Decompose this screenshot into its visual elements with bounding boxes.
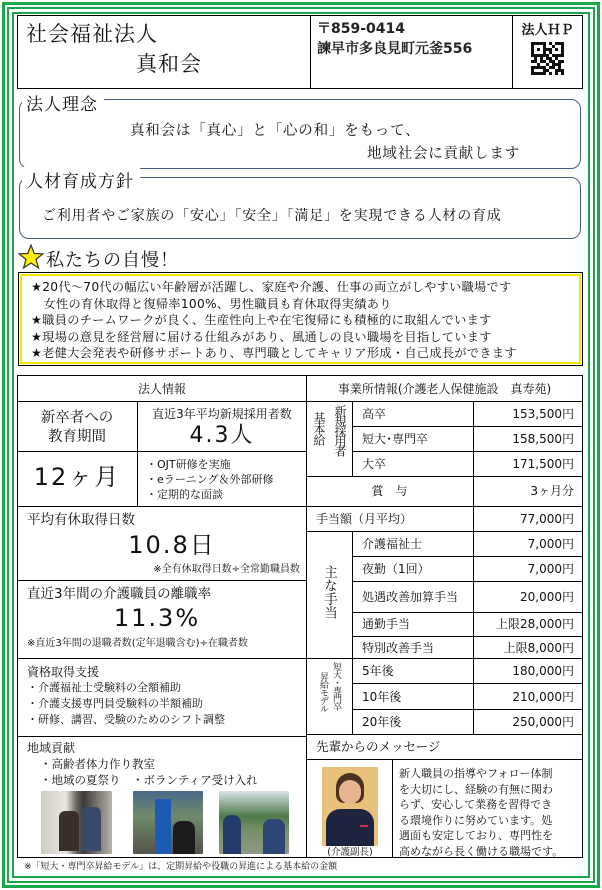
new-hire-label: 新規採用者 bbox=[333, 405, 347, 455]
message-line: 高めながら長く働ける職場です。 bbox=[399, 844, 564, 858]
paid-leave-label: 平均有休取得日数 bbox=[27, 512, 135, 528]
base-salary-label: 基本給 bbox=[312, 412, 326, 445]
philosophy-title: 法人理念 bbox=[22, 90, 104, 115]
message-line: 新人職員の指導やフォロー体制 bbox=[399, 767, 553, 780]
allowance-label: 夜勤（1回） bbox=[362, 562, 430, 576]
staff-photo bbox=[322, 767, 378, 846]
training-period-label-1: 新卒者への bbox=[40, 410, 114, 426]
pride-box bbox=[18, 272, 583, 366]
message-line: 遇面も安定しており、専門性を bbox=[399, 829, 553, 842]
message-caption: (介護副長) bbox=[327, 847, 373, 858]
qr-code-icon[interactable] bbox=[531, 42, 564, 75]
raise-value: 180,000円 bbox=[512, 664, 574, 678]
allowance-label: 通勤手当 bbox=[362, 617, 411, 631]
footnote: ※「短大・専門卒昇給モデル」は、定期昇給や役職の昇進による基本給の金額 bbox=[24, 862, 338, 872]
community-photo-exercise bbox=[41, 791, 112, 854]
homepage-label: 法人ＨＰ bbox=[521, 23, 574, 38]
training-period-label-2: 教育期間 bbox=[48, 429, 106, 445]
pride-line: 女性の育休取得と復帰率100%、男性職員も育休取得実績あり bbox=[31, 296, 392, 311]
org-type: 社会福祉法人 bbox=[26, 22, 158, 46]
philosophy-line-2: 地域社会に貢献します bbox=[367, 146, 520, 162]
training-period-value: 12ヶ月 bbox=[33, 463, 121, 491]
allowances-label: 主な手当 bbox=[321, 565, 337, 619]
pride-line: ★現場の意見を経営層に届ける仕組みがあり、風通しの良い職場を目指しています bbox=[31, 329, 492, 344]
salary-value: 158,500円 bbox=[512, 432, 574, 446]
qualification-item: ・研修、講習、受験のためのシフト調整 bbox=[27, 713, 225, 726]
community-photo-festival bbox=[219, 791, 289, 854]
homepage-cell[interactable] bbox=[513, 16, 582, 88]
qualification-item: ・介護支援専門員受験料の半額補助 bbox=[27, 697, 203, 710]
address-cell bbox=[311, 16, 513, 88]
org-name-cell bbox=[18, 16, 311, 88]
message-title: 先輩からのメッセージ bbox=[316, 739, 441, 754]
policy-title: 人材育成方針 bbox=[22, 167, 140, 192]
community-item: ・高齢者体力作り教室 bbox=[40, 757, 155, 771]
org-name: 真和会 bbox=[136, 52, 202, 76]
raise-model-label-1: 短大・専門卒 bbox=[331, 662, 341, 710]
address: 諫早市多良見町元釜556 bbox=[317, 41, 473, 57]
hires-value: 4.3人 bbox=[189, 423, 255, 448]
corp-info-header: 法人情報 bbox=[137, 382, 186, 396]
star-icon bbox=[18, 244, 44, 270]
turnover-value: 11.3% bbox=[113, 604, 201, 632]
allowance-label: 特別改善手当 bbox=[362, 641, 435, 655]
community-photo-banner bbox=[133, 791, 203, 854]
qualification-item: ・介護福祉士受験料の全額補助 bbox=[27, 681, 181, 694]
turnover-label: 直近3年間の介護職員の離職率 bbox=[27, 586, 212, 602]
salary-value: 153,500円 bbox=[512, 407, 574, 421]
community-title: 地域貢献 bbox=[27, 741, 76, 755]
message-line: らず、安心して業務を習得でき bbox=[399, 798, 553, 811]
allowance-value: 7,000円 bbox=[527, 537, 574, 551]
pride-title: 私たちの自慢！ bbox=[46, 250, 179, 271]
allowance-total-label: 手当額（月平均） bbox=[316, 512, 413, 526]
philosophy-line-1: 真和会は「真心」と「心の和」をもって、 bbox=[130, 123, 421, 139]
salary-label: 短大･専門卒 bbox=[362, 432, 429, 446]
office-info-header: 事業所情報(介護老人保健施設 真寿苑) bbox=[337, 382, 552, 396]
message-line: る環境作りに努めています。処 bbox=[399, 813, 553, 827]
community-item: ・地域の夏祭り ・ボランティア受け入れ bbox=[40, 773, 258, 787]
salary-label: 高卒 bbox=[362, 407, 387, 421]
salary-value: 171,500円 bbox=[512, 457, 574, 471]
pride-line: ★職員のチームワークが良く、生産性向上や在宅復帰にも積極的に取組んでいます bbox=[31, 313, 492, 327]
qualification-title: 資格取得支援 bbox=[27, 665, 100, 679]
turnover-note: ※直近3年間の退職者数(定年退職含む)÷在職者数 bbox=[27, 638, 248, 649]
training-item: ・定期的な面談 bbox=[146, 488, 223, 501]
pride-line: ★20代～70代の幅広い年齢層が活躍し、家庭や介護、仕事の両立がしやすい職場です bbox=[31, 280, 512, 294]
allowance-value: 上限28,000円 bbox=[496, 617, 574, 631]
allowance-label: 処遇改善加算手当 bbox=[362, 590, 459, 604]
training-item: ・eラーニング＆外部研修 bbox=[146, 473, 274, 486]
postal-code: 〒859-0414 bbox=[317, 21, 405, 37]
raise-label: 10年後 bbox=[362, 690, 402, 704]
raise-label: 5年後 bbox=[362, 664, 394, 678]
pride-line: ★老健大会発表や研修サポートあり、専門職としてキャリア形成・自己成長ができます bbox=[31, 346, 517, 360]
allowance-value: 7,000円 bbox=[527, 562, 574, 576]
bonus-label: 賞 与 bbox=[371, 484, 408, 498]
allowance-label: 介護福祉士 bbox=[362, 537, 423, 551]
training-item: ・OJT研修を実施 bbox=[146, 458, 231, 471]
raise-value: 210,000円 bbox=[512, 690, 574, 704]
allowance-total-value: 77,000円 bbox=[520, 512, 574, 526]
paid-leave-value: 10.8日 bbox=[128, 531, 216, 559]
raise-label: 20年後 bbox=[362, 715, 402, 729]
salary-label: 大卒 bbox=[362, 457, 387, 471]
policy-text: ご利用者やご家族の「安心」「安全」「満足」を実現できる人材の育成 bbox=[42, 208, 502, 224]
raise-value: 250,000円 bbox=[512, 715, 574, 729]
header bbox=[17, 15, 583, 89]
paid-leave-note: ※全有休取得日数÷全常勤職員数 bbox=[153, 564, 300, 575]
allowance-value: 上限8,000円 bbox=[503, 641, 574, 655]
hires-label: 直近3年平均新規採用者数 bbox=[152, 407, 292, 421]
raise-model-label-2: 昇給モデル bbox=[318, 672, 328, 712]
allowance-value: 20,000円 bbox=[520, 590, 574, 604]
bonus-value: 3ヶ月分 bbox=[530, 484, 574, 498]
message-line: を大切にし、経験の有無に関わ bbox=[399, 782, 553, 796]
